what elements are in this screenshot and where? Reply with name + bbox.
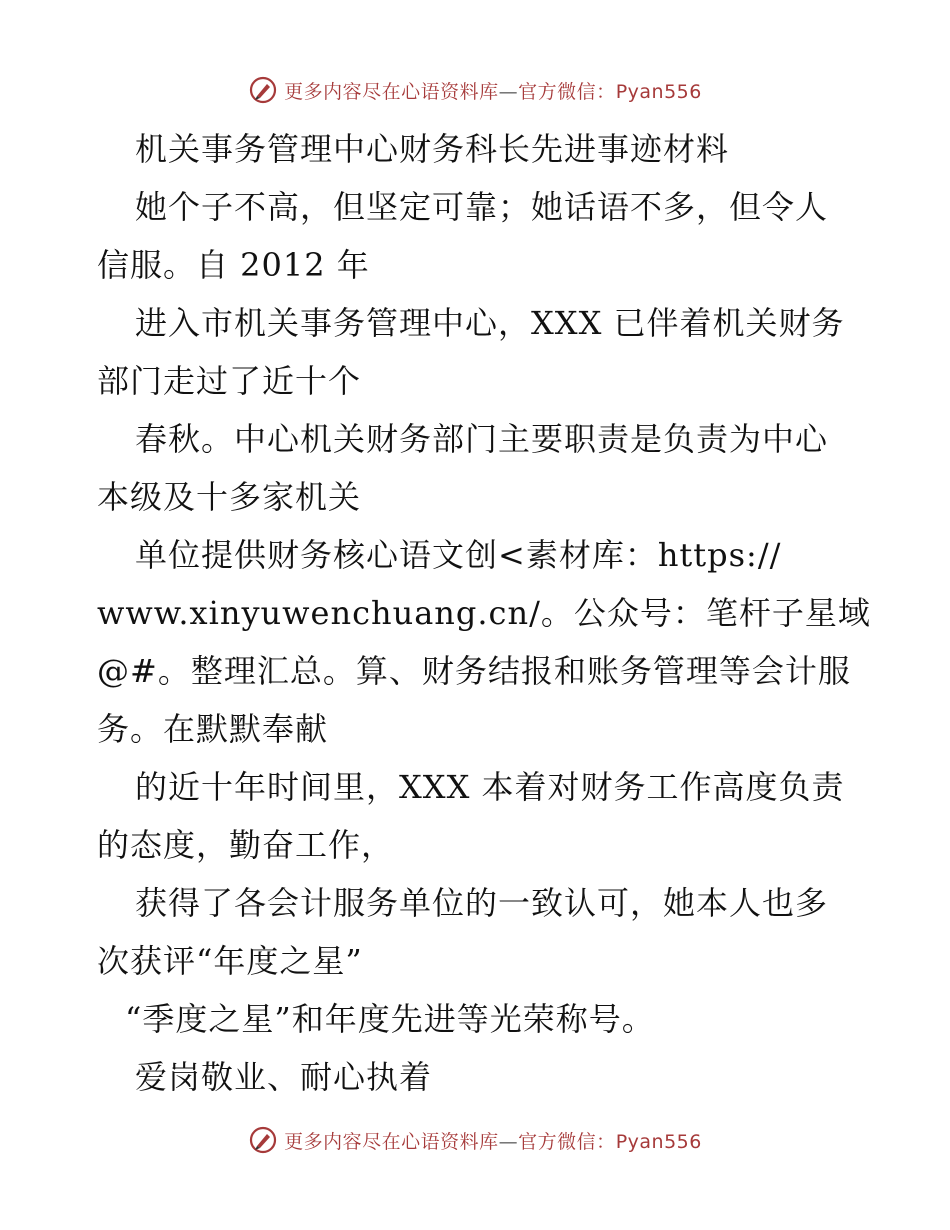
paragraph-line: 获得了各会计服务单位的一致认可，她本人也多 (135, 884, 829, 922)
paragraph-line: 次获评“年度之星” (97, 942, 363, 980)
watermark-text: 更多内容尽在心语资料库—官方微信：Pyan556 (284, 1130, 702, 1153)
paragraph-line: “季度之星”和年度先进等光荣称号。 (125, 1000, 655, 1038)
paragraph-line: 的态度，勤奋工作， (97, 826, 395, 864)
paragraph-line: 的近十年时间里，XXX 本着对财务工作高度负责 (135, 768, 845, 806)
paragraph-line: 单位提供财务核心语文创<素材库：https:// (135, 536, 782, 574)
paragraph-line: www.xinyuwenchuang.cn/。公众号：笔杆子星域 (97, 594, 871, 632)
paragraph-line: @#。整理汇总。算、财务结报和账务管理等会计服 (97, 652, 851, 690)
paragraph-line: 本级及十多家机关 (97, 478, 362, 516)
paragraph-line: 信服。自 2012 年 (97, 246, 370, 284)
section-heading: 爱岗敬业、耐心执着 (135, 1058, 433, 1096)
pen-circle-logo-icon (248, 75, 278, 105)
document-title: 机关事务管理中心财务科长先进事迹材料 (135, 130, 730, 168)
header-watermark-banner (0, 70, 950, 110)
paragraph-line: 部门走过了近十个 (97, 362, 362, 400)
paragraph-line: 春秋。中心机关财务部门主要职责是负责为中心 (135, 420, 829, 458)
pen-circle-logo-icon (248, 1125, 278, 1155)
document-body (97, 120, 871, 1106)
watermark-text: 更多内容尽在心语资料库—官方微信：Pyan556 (284, 80, 702, 103)
paragraph-line: 务。在默默奉献 (97, 710, 329, 748)
paragraph-line: 她个子不高，但坚定可靠；她话语不多，但令人 (135, 188, 829, 226)
footer-watermark-banner (0, 1120, 950, 1160)
paragraph-line: 进入市机关事务管理中心，XXX 已伴着机关财务 (135, 304, 845, 342)
